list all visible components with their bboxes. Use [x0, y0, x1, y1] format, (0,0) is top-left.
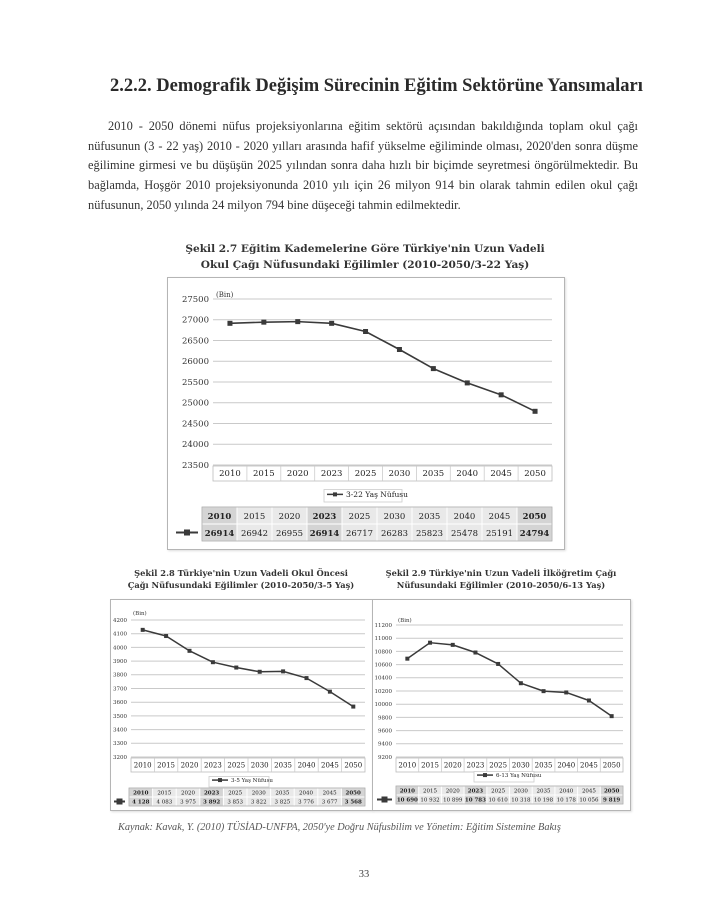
x-tick-label: 2023 [203, 761, 222, 770]
data-point [305, 676, 309, 680]
legend-label: 3-22 Yaş Nüfusu [346, 490, 408, 499]
table-value-text: 10 318 [511, 797, 531, 804]
table-value-text: 10 783 [464, 797, 486, 804]
table-header-text: 2045 [322, 790, 337, 797]
y-tick-label: 25500 [181, 377, 209, 388]
y-tick-label: 10600 [374, 662, 392, 669]
table-value-text: 10 178 [556, 797, 576, 804]
figure-2-8-title [110, 567, 372, 591]
unit-label: (Bin) [398, 618, 412, 624]
x-tick-label: 2050 [602, 761, 621, 770]
data-point [451, 643, 455, 647]
table-value-text: 3 776 [298, 799, 314, 806]
table-header-text: 2020 [445, 788, 460, 795]
figure-2-7-chart [167, 277, 565, 550]
table-value-text: 3 975 [180, 799, 196, 806]
x-tick-label: 2015 [253, 469, 275, 480]
y-tick-label: 3300 [113, 741, 127, 748]
y-tick-label: 23500 [181, 460, 209, 471]
legend-label: 3-5 Yaş Nüfusu [231, 778, 273, 784]
y-tick-label: 3700 [113, 686, 127, 693]
legend [209, 777, 273, 788]
series-line [407, 643, 611, 716]
y-tick-label: 10000 [374, 702, 392, 709]
figure-2-9-chart [372, 599, 631, 811]
data-point [564, 690, 568, 694]
data-point [542, 689, 546, 693]
table-header-text: 2050 [345, 790, 361, 797]
y-tick-label: 4000 [113, 645, 127, 652]
x-tick-label: 2010 [219, 469, 241, 480]
table-value-text: 26914 [204, 528, 235, 539]
x-tick-label: 2040 [297, 761, 316, 770]
y-tick-label: 3900 [113, 659, 127, 666]
x-tick-label: 2035 [534, 761, 553, 770]
data-point [351, 705, 355, 709]
table-header-text: 2015 [157, 790, 172, 797]
unit-label: (Bin) [133, 611, 147, 617]
table-header-text: 2035 [418, 511, 441, 522]
y-tick-label: 3500 [113, 713, 127, 720]
table-value-text: 10 690 [396, 797, 418, 804]
table-value-text: 25191 [485, 528, 514, 539]
legend-marker [218, 778, 222, 782]
y-tick-label: 11200 [374, 622, 392, 629]
x-tick-label: 2023 [320, 469, 343, 480]
series-line [143, 630, 354, 707]
data-point [281, 669, 285, 673]
figure-2-9-title-line1: Şekil 2.9 Türkiye'nin Uzun Vadeli İlköğretim Çağı [385, 568, 617, 578]
table-value-text: 26955 [275, 528, 304, 539]
data-point [473, 651, 477, 655]
figure-2-9-svg [373, 600, 630, 810]
table-header-text: 2040 [453, 511, 476, 522]
figure-2-7-svg [168, 278, 564, 549]
table-value-text: 10 899 [443, 797, 463, 804]
table-header-text: 2023 [467, 788, 484, 795]
x-tick-label: 2010 [398, 761, 417, 770]
y-tick-label: 27500 [181, 294, 209, 305]
data-point [587, 699, 591, 703]
legend [324, 490, 408, 503]
y-tick-label: 10200 [374, 688, 392, 695]
x-tick-label: 2025 [354, 469, 377, 480]
x-tick-label: 2050 [524, 469, 546, 480]
table-header-text: 2023 [203, 790, 220, 797]
y-tick-label: 24000 [181, 440, 209, 451]
table-key-marker [117, 799, 123, 805]
data-point [519, 681, 523, 685]
table-header-text: 2045 [581, 788, 596, 795]
figure-2-9-title-line2: Nüfusundaki Eğilimler (2010-2050/6-13 Yaş) [396, 580, 606, 590]
y-tick-label: 11000 [374, 636, 392, 643]
table-value-text: 26914 [309, 528, 340, 539]
data-point [533, 409, 538, 414]
table-value-text: 25823 [415, 528, 444, 539]
data-point [496, 662, 500, 666]
figure-2-9-title [372, 567, 630, 591]
table-header-text: 2040 [299, 790, 313, 797]
x-tick-label: 2025 [227, 761, 246, 770]
table-value-text: 10 932 [420, 797, 440, 804]
data-point [363, 329, 368, 334]
data-point [234, 666, 238, 670]
figure-2-7-title [150, 241, 580, 273]
table-value-text: 26942 [240, 528, 269, 539]
figure-2-7-title-line1: Şekil 2.7 Eğitim Kademelerine Göre Türkiye'nin Uzun Vadeli [185, 243, 545, 255]
y-tick-label: 9800 [378, 715, 392, 722]
data-point [295, 319, 300, 324]
y-tick-label: 3600 [113, 700, 127, 707]
data-point [465, 380, 470, 385]
table-header-text: 2035 [536, 788, 551, 795]
table-value-text: 24794 [519, 528, 550, 539]
table-header-text: 2050 [603, 788, 620, 795]
table-value-text: 3 822 [250, 799, 267, 806]
data-point [211, 660, 215, 664]
x-tick-label: 2035 [422, 469, 445, 480]
x-tick-label: 2050 [344, 761, 363, 770]
x-tick-label: 2020 [443, 761, 462, 770]
figure-2-8-svg [111, 600, 372, 810]
table-key-marker [382, 797, 388, 803]
data-point [405, 657, 409, 661]
table-header-text: 2045 [488, 511, 511, 522]
data-point [164, 634, 168, 638]
legend-label: 6-13 Yaş Nüfusu [496, 773, 542, 779]
body-paragraph: 2010 - 2050 dönemi nüfus projeksiyonlarına eğitim sektörü açısından bakıldığında toplam okul çağı nüfusunun (3 - 22 yaş) 2010 - 2020 yılları arasında hafif yükselme eğiliminde olması, 2020'den sonra düşme eğilimine girmesi ve bu düşüşün 2025 yılından sonra daha hızlı bir biçimde seyretmesi öngörülmektedir. Bu bağlamda, Hoşgör 2010 projeksiyonunda 2010 yılı için 26 milyon 914 bin olarak tahmin edilen okul çağı nüfusunun, 2050 yılında 24 milyon 794 bine düşeceği tahmin edilmektedir. [88, 119, 638, 212]
source-caption: Kaynak: Kavak, Y. (2010) TÜSİAD-UNFPA, 2050'ye Doğru Nüfusbilim ve Yönetim: Eğitim Sistemine Bakış [118, 822, 561, 833]
y-tick-label: 24500 [181, 419, 209, 430]
table-header-text: 2030 [251, 790, 266, 797]
table-value-text: 26717 [345, 528, 374, 539]
table-header-text: 2015 [243, 511, 266, 522]
x-tick-label: 2020 [286, 469, 309, 480]
x-tick-label: 2020 [180, 761, 199, 770]
table-value-text: 10 610 [488, 797, 508, 804]
table-header-text: 2030 [513, 788, 528, 795]
y-tick-label: 3800 [113, 672, 127, 679]
x-tick-label: 2045 [580, 761, 598, 770]
table-header-text: 2030 [383, 511, 406, 522]
data-point [258, 670, 262, 674]
table-header-text: 2050 [522, 511, 547, 522]
y-tick-label: 3200 [113, 754, 127, 761]
x-tick-label: 2015 [421, 761, 439, 770]
table-header-text: 2025 [491, 788, 506, 795]
figure-2-8-title-line1: Şekil 2.8 Türkiye'nin Uzun Vadeli Okul Öncesi [134, 568, 348, 578]
table-key-marker [184, 530, 190, 536]
table-header-text: 2020 [181, 790, 195, 797]
section-heading: 2.2.2. Demografik Değişim Sürecinin Eğitim Sektörüne Yansımaları [110, 76, 643, 96]
table-value-text: 10 056 [579, 797, 599, 804]
x-tick-label: 2040 [557, 761, 576, 770]
y-tick-label: 26500 [181, 336, 209, 347]
table-header-text: 2040 [559, 788, 574, 795]
table-value-text: 3 892 [202, 799, 221, 806]
data-point [499, 392, 504, 397]
table-header-text: 2015 [423, 788, 438, 795]
x-tick-label: 2023 [466, 761, 485, 770]
table-header-text: 2010 [399, 788, 416, 795]
x-tick-label: 2040 [456, 469, 479, 480]
table-header-text: 2025 [228, 790, 243, 797]
legend-marker [483, 773, 487, 777]
figure-2-8-title-line2: Çağı Nüfusundaki Eğilimler (2010-2050/3-5 Yaş) [127, 580, 355, 590]
figure-2-8-chart [110, 599, 373, 811]
table-value-text: 9 819 [603, 797, 621, 804]
table-header-text: 2025 [348, 511, 371, 522]
y-tick-label: 9400 [378, 741, 392, 748]
data-point [261, 320, 266, 325]
table-value-text: 4 083 [156, 799, 173, 806]
data-point [227, 321, 232, 326]
x-tick-label: 2015 [157, 761, 176, 770]
table-header-text: 2010 [133, 790, 149, 797]
y-tick-label: 10800 [374, 649, 392, 656]
table-header-text: 2020 [278, 511, 301, 522]
unit-label: (Bin) [216, 291, 234, 299]
data-point [329, 321, 334, 326]
data-point [397, 347, 402, 352]
x-tick-label: 2025 [489, 761, 508, 770]
data-point [188, 649, 192, 653]
x-tick-label: 2030 [388, 469, 411, 480]
page-number: 33 [358, 869, 370, 880]
legend-marker [333, 492, 337, 496]
table-value-text: 3 568 [344, 799, 362, 806]
x-tick-label: 2030 [250, 761, 269, 770]
y-tick-label: 25000 [181, 398, 209, 409]
table-header-text: 2010 [207, 511, 232, 522]
series-line [230, 322, 535, 412]
x-tick-label: 2045 [320, 761, 339, 770]
table-value-text: 3 853 [227, 799, 244, 806]
legend [474, 772, 542, 783]
y-tick-label: 27000 [181, 315, 209, 326]
figure-2-7-title-line2: Okul Çağı Nüfusundaki Eğilimler (2010-2050/3-22 Yaş) [200, 259, 530, 271]
data-point [141, 628, 145, 632]
x-tick-label: 2030 [511, 761, 530, 770]
data-point [328, 690, 332, 694]
data-point [431, 366, 436, 371]
table-value-text: 25478 [450, 528, 479, 539]
table-value-text: 4 128 [132, 799, 150, 806]
table-header-text: 2023 [312, 511, 337, 522]
y-tick-label: 10400 [374, 675, 392, 682]
data-point [610, 714, 614, 718]
table-value-text: 26283 [380, 528, 409, 539]
data-point [428, 641, 432, 645]
y-tick-label: 26000 [181, 357, 209, 368]
x-tick-label: 2035 [274, 761, 293, 770]
x-tick-label: 2010 [133, 761, 152, 770]
x-tick-label: 2045 [490, 469, 512, 480]
table-value-text: 3 825 [274, 799, 291, 806]
y-tick-label: 9200 [378, 754, 392, 761]
y-tick-label: 9600 [378, 728, 392, 735]
table-header-text: 2035 [275, 790, 290, 797]
y-tick-label: 3400 [113, 727, 127, 734]
table-value-text: 10 198 [533, 797, 554, 804]
table-value-text: 3 677 [321, 799, 338, 806]
y-tick-label: 4100 [113, 631, 127, 638]
y-tick-label: 4200 [113, 617, 127, 624]
